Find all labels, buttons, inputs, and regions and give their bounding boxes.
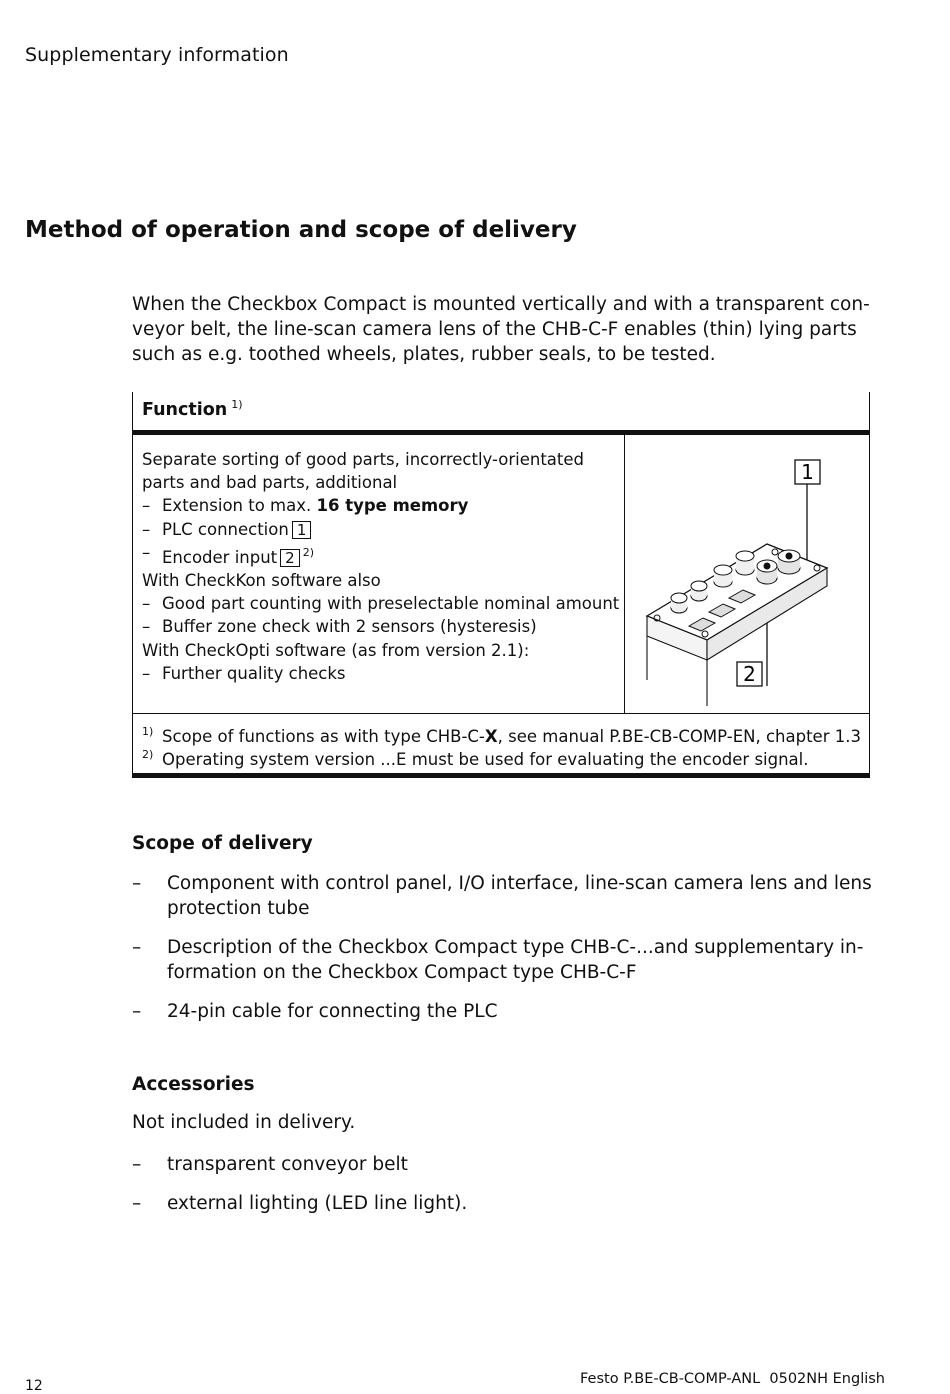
footer-doc-info: Festo P.BE-CB-COMP-ANL 0502NH English xyxy=(580,1371,885,1387)
function-header: Function $^{1)}$ xyxy=(142,398,243,420)
diagram-label-2: 2 xyxy=(743,662,756,686)
footnote-2: 2) Operating system version ...E must be used for evaluating the encoder signal. xyxy=(142,748,809,769)
section-title: Method of operation and scope of delivery xyxy=(25,217,577,243)
function-footnotes xyxy=(142,725,862,771)
accessories-title: Accessories xyxy=(132,1074,255,1095)
list-item: – PLC connection 1 xyxy=(142,518,622,541)
accessories-list xyxy=(132,1152,872,1230)
list-item: – 24-pin cable for connecting the PLC xyxy=(132,1001,498,1022)
running-header: Supplementary information xyxy=(25,44,289,66)
checkopti-intro: With CheckOpti software (as from version 2.1): xyxy=(142,640,530,660)
scope-list xyxy=(132,871,872,1038)
list-item: – Description of the Checkbox Compact type CHB-C-...and supplementary information on the Checkbox Compact type CHB-C-F xyxy=(132,937,864,983)
list-item: – transparent conveyor belt xyxy=(132,1154,408,1175)
list-item: – Buffer zone check with 2 sensors (hysteresis) xyxy=(142,617,537,637)
list-item: – Encoder input 2 $^{2)}$ xyxy=(142,542,314,567)
device-diagram xyxy=(627,440,867,708)
list-item: – external lighting (LED line light). xyxy=(132,1193,468,1214)
function-description xyxy=(142,448,622,685)
list-item: – Extension to max. 16 type memory xyxy=(142,496,469,516)
list-item: – Further quality checks xyxy=(142,663,346,683)
intro-paragraph: When the Checkbox Compact is mounted vertically and with a transparent conveyor belt, the line-scan camera lens of the CHB-C-F enables (thin) lying parts such as e.g. toothed wheels, plates, rubber seals, to be tested. xyxy=(132,294,870,365)
list-item: – Component with control panel, I/O interface, line-scan camera lens and lens protection tube xyxy=(132,873,872,919)
diagram-label-1: 1 xyxy=(801,460,814,484)
footnote-1: 1) Scope of functions as with type CHB-C-X, see manual P.BE-CB-COMP-EN, chapter 1.3 xyxy=(142,725,861,746)
checkkon-intro: With CheckKon software also xyxy=(142,571,381,591)
encoder-ref-box: 2 xyxy=(280,549,300,567)
page-number: 12 xyxy=(25,1378,43,1394)
accessories-intro: Not included in delivery. xyxy=(132,1112,356,1133)
function-intro: Separate sorting of good parts, incorrectly-orientated parts and bad parts, additional xyxy=(142,450,585,493)
scope-title: Scope of delivery xyxy=(132,833,313,854)
list-item: – Good part counting with preselectable nominal amount xyxy=(142,594,620,614)
plc-ref-box: 1 xyxy=(292,521,312,539)
function-table xyxy=(132,392,870,778)
function-header-note: 1) xyxy=(231,398,243,411)
